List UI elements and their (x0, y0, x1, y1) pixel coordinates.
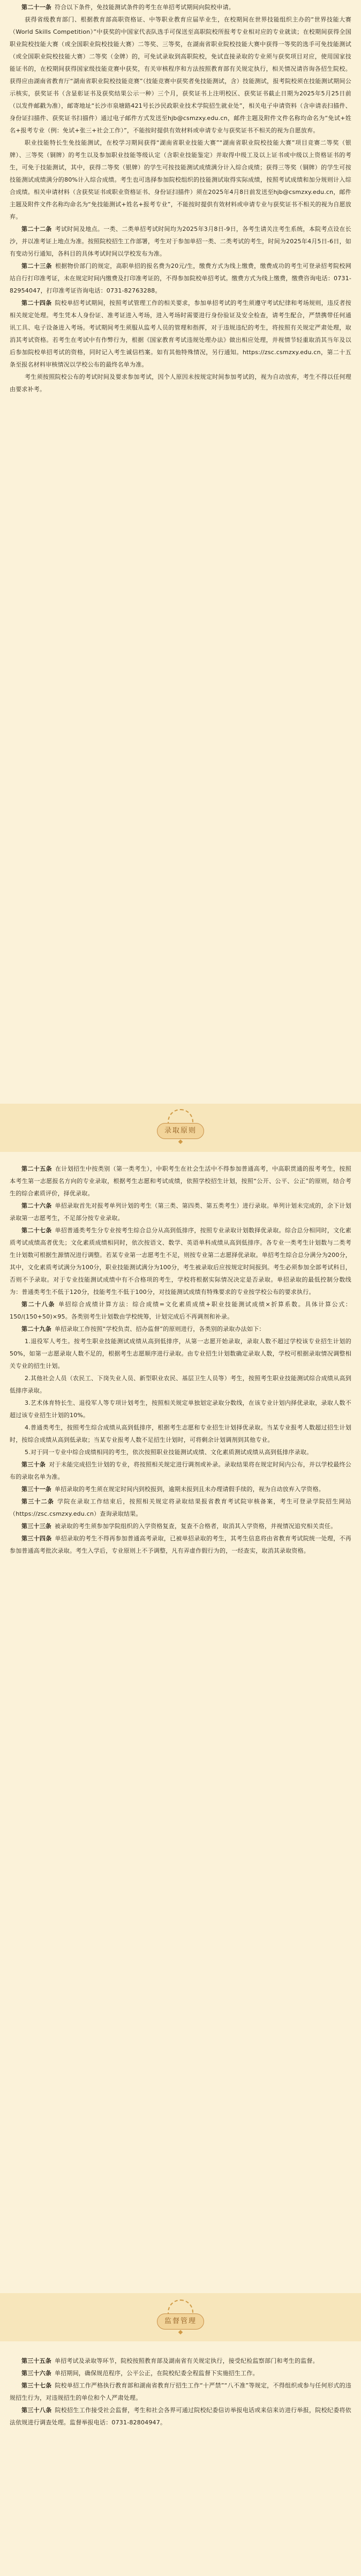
section-badge (154, 1109, 207, 1148)
article-text: 单招普通类考生分专业按考生综合总分从高到低排序，按照专业录取计划数择优录取。综合总分相同时，文化素质考试成绩高者优先；文化素质成绩相同时，依次按语文、数学、英语单科成绩从高到低排序。各专业一类考生计划数与二类考生计划数可根据生源情况进行调整。若某专业第一志愿考生不足，则按专业第二志愿择优录取。单招考生综合总分满分为200分，其中，文化素质考试满分为100分，职业技能测试满分为100分，考生被录取后应按规定时间报到。考生必须参加全部考试科目，否则不予录取。对于专业技能测试成绩中有不合格项的考生，学校将根据实际情况决定是否录取。单招录取的最低控制分数线为：普通类考生不低于120分，技能考生不低于100分，对技能测试成绩有特殊要求的专业按学校公布的要求执行。 (10, 1227, 352, 1296)
paragraph (10, 1372, 351, 1397)
article-text: 院校单招考试期间，按照考试管理工作的相关要求，参加单招考试的考生须遵守考试纪律和考场规则，违反者按相关规定处理。考生凭本人身份证、准考证进入考场，进入考场时需要进行身份验证及安全检查，请考生配合，严禁携带任何通讯工具、电子设备进入考场。考试期间考生须服从监考人员的管理和指挥，对于违规违纪的考生，将按照有关规定严肃处理，取消其考试资格。若考生在考试中有作弊行为，根据《国家教育考试违规处理办法》做出相应处理，并视情节轻重取消其当年及以后参加院校单招考试的资格，同时记入考生诚信档案。如有其他特殊情况，另行通知。https://zsc.csmzxy.edu.cn，第二十五条至报名材料审核情况以学校公布的最终名单为准。 (10, 299, 352, 368)
article-text: 职业技能特长生免技能测试，在校学习期间获得“湖南省职业技能大赛”“湖南省职业院校技能大赛”项目竞赛二等奖（银牌）、三等奖（铜牌）的考生以及参加职业技能等级认定（含职业技能鉴定）并取得中级工及以上证书或中级以上资格证书的考生，可免于技能测试，其中，获得二等奖（银牌）的学生可按技能测试成绩满分计入综合成绩；获得三等奖（铜牌）的学生可按技能测试成绩满分的80%计入综合成绩。考生也可选择参加院校组织的技能测试取得实际成绩，按照考试成绩和加分规则计入综合成绩。相关申请材料（含获奖证书或职业资格证书、身份证扫描件）须在2025年4月8日前发送至hjb@csmzxy.edu.cn，邮件主题及附件文件名称均命名为“免技能测试+姓名+报考专业”，不能按时提供有效材料或申请专业与获奖证书不相关的视为自愿放弃。 (10, 139, 351, 220)
article-text: 3.艺术体育特长生、退役军人等专项计划考生，按照相关规定单独划定录取分数线，在该专业计划内择优录取，录取人数不超过该专业招生计划的10%。 (10, 1399, 351, 1419)
article-text: 2.其他社会人员（农民工、下岗失业人员、新型职业农民、基层卫生人员等）考生，按照考生职业技能测试综合成绩从高到低排序录取。 (10, 1375, 351, 1394)
article-number: 第三十八条 (21, 2407, 52, 2414)
article-text: 单招录取的考生须在规定时间内到校报到，逾期未报到且未办理请假手续的，视为自动放弃入学资格。 (55, 1486, 325, 1493)
paragraph (10, 2355, 351, 2367)
article-number: 第三十四条 (21, 1535, 52, 1542)
paragraph (10, 1335, 351, 1372)
article-text: 单招考试及录取等环节，院校按照教育部及湖南省有关规定执行，接受纪检监察部门和考生的监督。 (55, 2357, 319, 2364)
section-header-admission (0, 1109, 361, 1148)
article-text: 院校单招工作严格执行教育部和湖南省教育厅招生工作“十严禁”“八不准”等规定，不得组织或参与任何形式的违规招生行为，对违规招生的单位和个人严肃处理。 (10, 2382, 351, 2401)
article-number: 第二十二条 (21, 226, 52, 233)
article-text: 单招期间，确保规范程序，公平公正，在院校纪委全程监督下实施招生工作。 (55, 2370, 259, 2377)
article-text: 单招综合成绩计算方法：综合成绩=文化素质成绩+职业技能测试成绩×折算系数。具体计算公式：150/(150+50)×95。各类别考生计划数由学校统筹，计划完成后不再调剂和补录。 (10, 1301, 351, 1320)
paragraph (10, 1421, 351, 1446)
badge-diamond-icon (178, 2330, 183, 2334)
article-text: 单招录取的考生不得再参加普通高考录取，已被单招录取的考生，其考生信息将由省教育考试院统一处理，不再参加普通高考批次录取。考生入学后，专业原则上不予调整，凡有弄虚作假行为的，一经查实，取消其录取资格。 (10, 1535, 352, 1554)
section-header-supervision (0, 2300, 361, 2338)
article-text: 对于未能完成招生计划的专业，将按照相关规定进行调剂或补录。录取结果将在规定时间内公布，并以学校最终公布的录取名单为准。 (10, 1461, 351, 1480)
article-number: 第三十七条 (21, 2382, 52, 2389)
paragraph (10, 1298, 351, 1323)
article-number: 第二十六条 (21, 1202, 52, 1209)
article-text: 考试时间及地点。一类、二类单招考试时间均为2025年3月8日-9日，各考生请关注考生系统，本院考点设在长沙，并以准考证上地点为准。按照院校招生工作部署，考生对于参加单招一类、二类考试的考生，时间为2025年4月5日-6日，如有变动另行通知，各科目的具体考试时间以学校发布为准。 (10, 226, 351, 257)
article-text: 根据物价部门的规定，高职单招的报名费为20元/生，缴费方式为线上缴费，缴费成功的考生可登录招考院校网站自行打印准考证，未在规定时间内缴费及打印准考证的，不得参加院校单招考试。缴费方式为线上缴费，缴费咨询电话：0731-82954047，打印准考证咨询电话：0731-82763288。 (10, 263, 352, 294)
article-text: 符合以下条件，免技能测试条件的考生在单招考试期间向院校申请。 (55, 4, 235, 11)
article-text: 单招录取首先对报考单列计划的考生（第三类、第四类、第五类考生）进行录取。单列计划未完成的，余下计划录取第一志愿考生，不足部分按专业录取。 (10, 1202, 352, 1222)
section-title: 录取原则 (157, 1123, 204, 1139)
paragraph (10, 223, 351, 260)
article-number: 第二十四条 (21, 299, 52, 306)
section-badge (154, 2300, 207, 2338)
paragraph (10, 1, 351, 13)
article-number: 第三十一条 (21, 1486, 51, 1493)
article-text: 学院在录取工作结束后，按照相关规定将录取结果报省教育考试院审核备案，考生可登录学院招生网站（https://zsc.csmzxy.edu.cn）查询录取结果。 (10, 1498, 352, 1517)
article-number: 第二十三条 (21, 263, 52, 269)
paragraph (10, 2379, 351, 2404)
paragraph (10, 1323, 351, 1335)
paragraph (10, 371, 351, 395)
section-title: 监督管理 (157, 2313, 204, 2330)
paragraph (10, 1532, 351, 1557)
section-2-text (10, 1163, 351, 1557)
badge-diamond-icon (178, 1140, 183, 1144)
article-text: 被录取的考生须参加学院组织的入学资格复查，复查不合格者，取消其入学资格，并视情况追究相关责任。 (55, 1523, 337, 1530)
article-text: 获得省级教育部门、根据教育部高职资格证、中等职业教育应届毕业生，在校期间在世界技能组织主办的“世界技能大赛（World Skills Competition）”中获奖的中国家代表队选手可保送至高职院校所报考专业相对应的专业就读；在校期间获得全国职业院校技能大赛（或全国职业院校技能大赛）二等奖、三等奖，在湖南省职业院校技能大赛中获得一等奖的选手可免技能测试（或全国职业院校技能大赛）二等奖（金牌）的，可免试录取到高职院校，免试直接录取的专业须与获奖项目对应，使用国家技能证书的，在校期间获得国家级技能竞赛中获奖，有关审核程序和方法按照教育部有关规定执行，相关情况请咨询各招生院校。获得应由湖南省教育厅“湖南省职业院校技能竞赛”（技能竞赛中获奖者免技能测试，含）技能测试，报考院校须在技能测试期间公示核实，获奖证书（含显彰证书及获奖结果公示一种）三个月，获奖证书上注明校区、获奖证书截止日期为2025年5月25日前（以发件邮戳为准），邮寄地址“长沙市泉塘路421号长沙民政职业技术学院招生就业处”，相关电子申请资料（含申请表扫描件、身份证扫描件、获奖证书扫描件）通过电子邮件方式发送至hjb@csmzxy.edu.cn，邮件主题及附件文件名称均命名为“免试+姓名+报考专业（例：免试+张三+社会工作）”，不能按时提供有效材料或申请专业与获奖证书不相关的视为自愿放弃。 (10, 16, 351, 134)
paragraph (10, 1520, 351, 1532)
article-number: 第三十条 (21, 1461, 46, 1468)
paragraph (10, 2367, 351, 2379)
article-number: 第二十五条 (21, 1165, 52, 1172)
paragraph (10, 260, 351, 297)
paragraph (10, 1458, 351, 1483)
article-number: 第二十八条 (21, 1301, 55, 1308)
paragraph (10, 1163, 351, 1200)
section-3-text (10, 2355, 351, 2429)
paragraph (10, 2404, 351, 2429)
section-1-text (10, 1, 351, 395)
article-text: 1.退役军人考生。按考生职业技能测试成绩从高到低排序，从第一志愿开始录取，录取人数不超过学校该专业招生计划的50%，如第一志愿录取人数不足的，根据考生志愿顺序进行录取。由专业招生计划数确定录取人数，学校可根据录取情况调整相关专业的招生计划。 (10, 1338, 351, 1369)
paragraph (10, 1397, 351, 1421)
article-number: 第三十二条 (21, 1498, 55, 1505)
paragraph (10, 1446, 351, 1458)
article-number: 第二十一条 (21, 4, 51, 11)
paragraph (10, 1200, 351, 1224)
article-number: 第三十三条 (21, 1523, 51, 1530)
article-text: 5.对于同一专业中综合成绩相同的考生，依次按照职业技能测试成绩、文化素质测试成绩从高到低排序录取。 (25, 1449, 313, 1456)
article-number: 第二十七条 (21, 1227, 52, 1234)
paragraph (10, 13, 351, 137)
paragraph (10, 1483, 351, 1495)
paragraph (10, 1495, 351, 1520)
paragraph (10, 297, 351, 371)
article-number: 第三十六条 (21, 2370, 51, 2377)
article-text: 单招录取工作按照“学校负责、招办监督”的原则进行，各类别的录取办法如下： (55, 1326, 265, 1332)
article-text: 考生须按照院校公布的考试时间及要求参加考试，因个人原因未按规定时间参加考试的，视为自动放弃，考生不得以任何理由要求补考。 (10, 373, 351, 393)
paragraph (10, 1224, 351, 1298)
article-text: 院校招生工作接受社会监督，考生和社会各界可通过院校纪委信访举报电话或来信来访进行举报，院校纪委将依法依规进行调查处理。监督举报电话：0731-82804947。 (10, 2407, 352, 2426)
article-text: 在计划招生中按类别（第一类考生），中职考生在社会生活中不得参加普通高考，中高职贯通的报考考生，按照本考生第一志愿报名方向的专业录取，根据考生志愿和考试成绩，依照学校招生计划，按照“公开、公平、公正”的原则，结合考生的综合素质评价，择优录取。 (10, 1165, 352, 1197)
article-number: 第三十五条 (21, 2357, 51, 2364)
article-number: 第二十九条 (21, 1326, 51, 1332)
paragraph (10, 137, 351, 223)
article-text: 4.普通类考生，按照考生综合成绩从高到低排序，根据考生志愿和专业招生计划择优录取。当某专业报考人数超过招生计划时，按综合成绩从高到低录取；当某专业报考人数不足招生计划时，可将剩余计划调剂到其他专业。 (10, 1424, 351, 1443)
